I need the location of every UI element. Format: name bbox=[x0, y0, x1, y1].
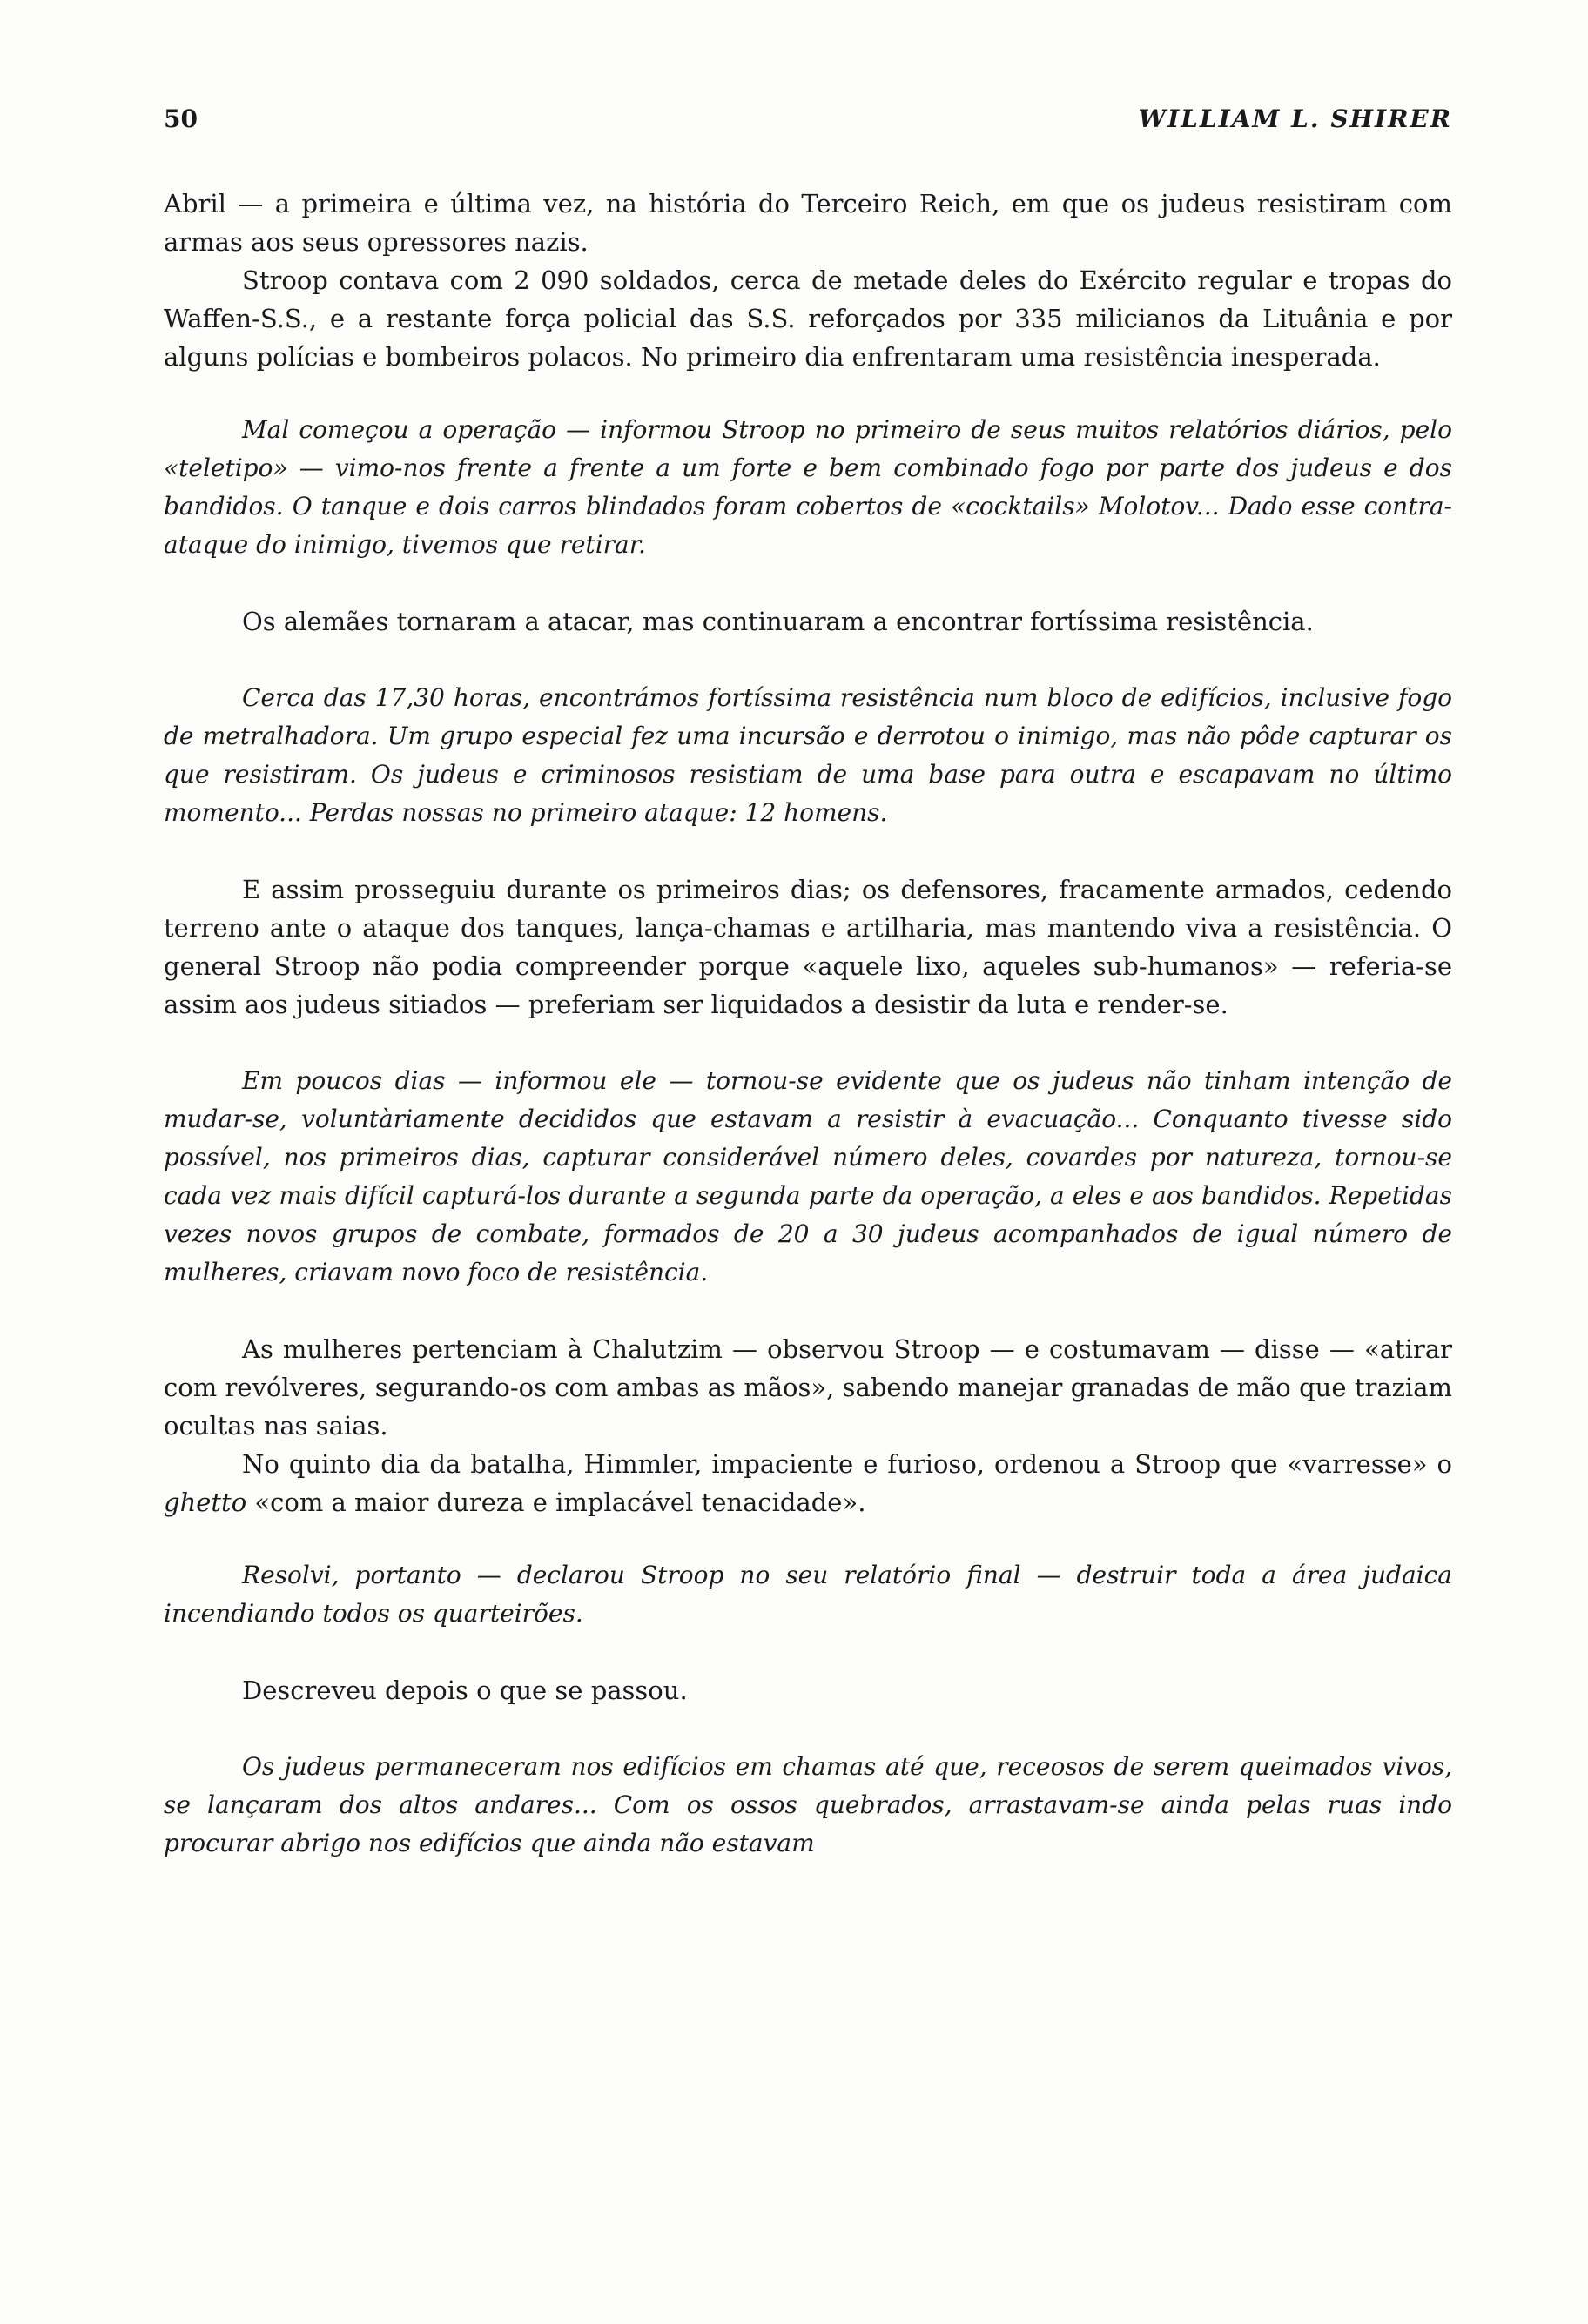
spacer bbox=[164, 376, 1452, 411]
paragraph: Stroop contava com 2 090 soldados, cerca de metade deles do Exército regular e tropas do Waffen-S.S., e a restante força policial das S.S. reforçados por 335 milicianos da Lituânia e por alguns polícias e bombeiros polacos. No primeiro dia enfrentaram uma resistência inesperada. bbox=[164, 265, 1452, 372]
page-number: 50 bbox=[164, 104, 198, 133]
spacer bbox=[164, 832, 1452, 870]
paragraph: Descreveu depois o que se passou. bbox=[242, 1676, 688, 1705]
block-quote: Resolvi, portanto — declarou Stroop no seu relatório final — destruir toda a área judaica incendiando todos os quarteirões. bbox=[164, 1561, 1452, 1628]
paragraph: Os alemães tornaram a atacar, mas continuaram a encontrar fortíssima resistência. bbox=[242, 607, 1314, 636]
paragraph bbox=[164, 1445, 1452, 1521]
paragraph: As mulheres pertenciam à Chalutzim — observou Stroop — e costumavam — disse — «atirar com revólveres, segurando-os com ambas as mãos», sabendo manejar granadas de mão que traziam ocultas nas saias. bbox=[164, 1334, 1452, 1441]
paragraph: E assim prosseguiu durante os primeiros dias; os defensores, fracamente armados, cedendo terreno ante o ataque dos tanques, lança-chamas e artilharia, mas mantendo viva a resistência. O general Stroop não podia compreender porque «aquele lixo, aqueles sub-humanos» — referia-se assim aos judeus sitiados — preferiam ser liquidados a desistir da luta e render-se. bbox=[164, 875, 1452, 1019]
emphasis-ghetto: ghetto bbox=[164, 1488, 247, 1517]
block-quote: Os judeus permaneceram nos edifícios em chamas até que, receosos de serem queimados vivos, se lançaram dos altos andares... Com os ossos quebrados, arrastavam-se ainda pelas ruas indo procurar abrigo nos edifícios que ainda não estavam bbox=[164, 1752, 1452, 1857]
spacer bbox=[164, 1633, 1452, 1671]
running-head: WILLIAM L. SHIRER bbox=[1138, 104, 1452, 133]
paragraph: Abril — a primeira e última vez, na história do Terceiro Reich, em que os judeus resistiram com armas aos seus opressores nazis. bbox=[164, 189, 1452, 257]
block-quote: Em poucos dias — informou ele — tornou-se evidente que os judeus não tinham intenção de mudar-se, voluntàriamente decididos que estavam a resistir à evacuação... Conquanto tivesse sido possível, nos primeiros dias, capturar considerável número deles, covardes por natureza, tornou-se cada vez mais difícil capturá-los durante a segunda parte da operação, a eles e aos bandidos. Repetidas vezes novos grupos de combate, formados de 20 a 30 judeus acompanhados de igual número de mulheres, criavam novo foco de resistência. bbox=[164, 1066, 1452, 1286]
body-text bbox=[164, 185, 1452, 1863]
block-quote: Cerca das 17,30 horas, encontrámos fortíssima resistência num bloco de edifícios, inclusive fogo de metralhadora. Um grupo especial fez uma incursão e derrotou o inimigo, mas não pôde capturar os que resistiram. Os judeus e criminosos resistiam de uma base para outra e escapavam no último momento... Perdas nossas no primeiro ataque: 12 homens. bbox=[164, 683, 1452, 827]
spacer bbox=[164, 564, 1452, 602]
paragraph-text: No quinto dia da batalha, Himmler, impaciente e furioso, ordenou a Stroop que «varresse» o bbox=[242, 1449, 1452, 1479]
spacer bbox=[164, 1521, 1452, 1556]
spacer bbox=[164, 641, 1452, 679]
block-quote: Mal começou a operação — informou Stroop no primeiro de seus muitos relatórios diários, pelo «teletipo» — vimo-nos frente a frente a um forte e bem combinado fogo por parte dos judeus e dos bandidos. O tanque e dois carros blindados foram cobertos de «cocktails» Molotov... Dado esse contra-ataque do inimigo, tivemos que retirar. bbox=[164, 415, 1452, 559]
page-header bbox=[164, 97, 1452, 141]
spacer bbox=[164, 1292, 1452, 1330]
spacer bbox=[164, 1024, 1452, 1062]
spacer bbox=[164, 1709, 1452, 1748]
paragraph-text: «com a maior dureza e implacável tenacidade». bbox=[246, 1488, 866, 1517]
